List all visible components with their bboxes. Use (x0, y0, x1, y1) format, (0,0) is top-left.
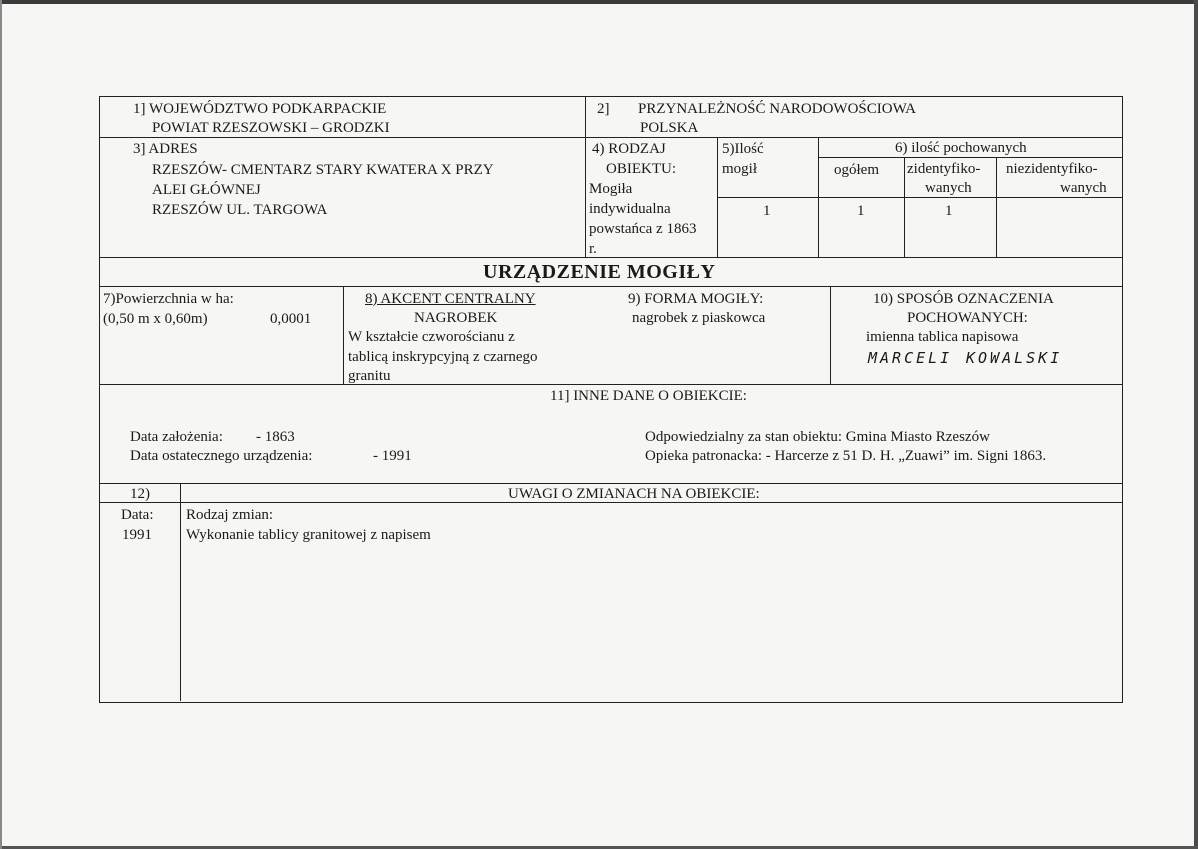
urzadzenie-label: Data ostatecznego urządzenia: (130, 448, 313, 464)
zalozenie-value: - 1863 (256, 429, 295, 445)
akcent-subtitle: NAGROBEK (414, 310, 498, 326)
rodzaj-label: 4) RODZAJ (592, 141, 666, 157)
uwagi-number: 12) (130, 486, 150, 502)
adres-line: RZESZÓW- CMENTARZ STARY KWATERA X PRZY (152, 162, 494, 178)
uwagi-data-label: Data: (121, 507, 154, 523)
wojewodztwo-text: 1] WOJEWÓDZTWO PODKARPACKIE (133, 101, 387, 117)
handwritten-name: KOWALSKI (966, 349, 1063, 367)
akcent-line: tablicą inskrypcyjną z czarnego (348, 349, 538, 365)
col-divider (818, 137, 819, 257)
ilosc-mogil-label: 5)Ilość (722, 141, 764, 157)
powiat-text: POWIAT RZESZOWSKI – GRODZKI (152, 120, 390, 136)
ilosc-mogil-value: 1 (763, 203, 771, 219)
col-divider (343, 286, 344, 384)
inne-title: 11] INNE DANE O OBIEKCIE: (550, 388, 747, 404)
uwagi-title: UWAGI O ZMIANACH NA OBIEKCIE: (508, 486, 760, 502)
rodzaj-value: r. (589, 241, 597, 257)
col-divider (904, 157, 905, 257)
odpowiedzialny-text: Odpowiedzialny za stan obiektu: Gmina Miasto Rzeszów (645, 429, 990, 445)
rodzaj-value: powstańca z 1863 (589, 221, 697, 237)
rodzaj-value: Mogiła (589, 181, 633, 197)
zalozenie-label: Data założenia: (130, 429, 223, 445)
uwagi-data-value: 1991 (122, 527, 152, 543)
col-divider (717, 137, 718, 257)
scan-edge (0, 0, 2, 849)
row-divider (99, 384, 1122, 385)
scan-edge (0, 0, 1198, 4)
przynaleznosc-value: POLSKA (640, 120, 699, 136)
przynaleznosc-number: 2] (597, 101, 610, 117)
rodzaj-label: OBIEKTU: (606, 161, 676, 177)
scan-edge (1194, 0, 1198, 849)
uwagi-rodzaj-label: Rodzaj zmian: (186, 507, 274, 523)
handwritten-name: MARCELI (868, 349, 953, 367)
powierzchnia-label: 7)Powierzchnia w ha: (103, 291, 234, 307)
pochowanych-col-niezidentyfikowanych: niezidentyfiko- (1006, 161, 1098, 177)
ilosc-mogil-label: mogił (722, 161, 758, 177)
przynaleznosc-title: PRZYNALEŻNOŚĆ NARODOWOŚCIOWA (638, 101, 916, 117)
adres-line: ALEI GŁÓWNEJ (152, 182, 261, 198)
section-title: URZĄDZENIE MOGIŁY (483, 261, 716, 283)
pochowanych-col-zidentyfikowanych: zidentyfiko- (907, 161, 981, 177)
sposob-title: POCHOWANYCH: (907, 310, 1028, 326)
col-divider (180, 483, 181, 701)
pochowanych-col-ogolem: ogółem (834, 162, 879, 178)
akcent-line: granitu (348, 368, 391, 384)
row-divider (99, 257, 1122, 258)
powierzchnia-value: 0,0001 (270, 311, 312, 327)
pochowanych-title: 6) ilość pochowanych (895, 140, 1027, 156)
forma-value: nagrobek z piaskowca (632, 310, 766, 326)
sposob-title: 10) SPOSÓB OZNACZENIA (873, 291, 1054, 307)
col-divider (585, 96, 586, 257)
opieka-text: Opieka patronacka: - Harcerze z 51 D. H. „Zuawi” im. Signi 1863. (645, 448, 1047, 464)
col-divider (830, 286, 831, 384)
forma-title: 9) FORMA MOGIŁY: (628, 291, 764, 307)
pochowanych-value: 1 (857, 203, 865, 219)
uwagi-rodzaj-value: Wykonanie tablicy granitowej z napisem (186, 527, 431, 543)
adres-line: RZESZÓW UL. TARGOWA (152, 202, 328, 218)
sposob-value: imienna tablica napisowa (866, 329, 1019, 345)
pochowanych-value: 1 (945, 203, 953, 219)
pochowanych-col-zidentyfikowanych: wanych (925, 180, 972, 196)
rodzaj-value: indywidualna (589, 201, 671, 217)
row-divider (99, 286, 1122, 287)
col-divider (996, 157, 997, 257)
akcent-line: W kształcie czworościanu z (348, 329, 515, 345)
powierzchnia-dims: (0,50 m x 0,60m) (103, 311, 208, 327)
akcent-title: 8) AKCENT CENTRALNY (365, 291, 536, 307)
adres-label: 3] ADRES (133, 141, 198, 157)
pochowanych-col-niezidentyfikowanych: wanych (1060, 180, 1107, 196)
urzadzenie-value: - 1991 (373, 448, 412, 464)
